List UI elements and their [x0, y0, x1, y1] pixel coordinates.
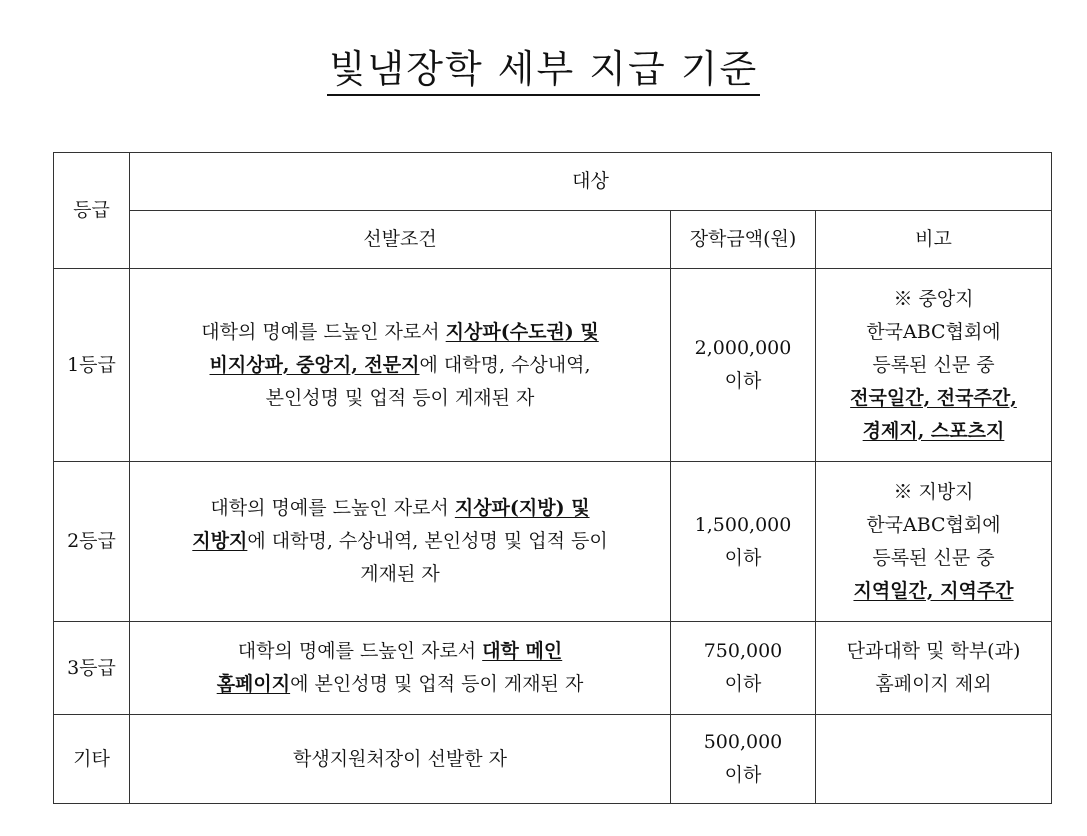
remark-emphasis: 전국일간, 전국주간,: [850, 386, 1017, 409]
condition-emphasis: 지방지: [192, 530, 248, 552]
remark-line: 단과대학 및 학부(과): [846, 640, 1021, 662]
grade-cell: 3등급: [54, 622, 130, 715]
table-row: [54, 622, 1052, 715]
remarks-cell-empty: [816, 715, 1052, 804]
remark-line: 한국ABC협회에: [866, 513, 1001, 536]
grade-header: 등급: [54, 153, 130, 269]
condition-text: 학생지원처장이 선발한 자: [293, 747, 507, 770]
remark-line: ※ 지방지: [893, 480, 974, 503]
condition-text: 에 대학명, 수상내역, 본인성명 및 업적 등이: [247, 530, 608, 552]
amount-value: 500,000: [703, 731, 783, 753]
amount-cell: [671, 269, 816, 462]
remarks-cell: [816, 462, 1052, 622]
remarks-cell: [816, 622, 1052, 715]
amount-suffix: 이하: [724, 673, 762, 695]
amount-header: 장학금액(원): [671, 211, 816, 269]
amount-suffix: 이하: [724, 546, 762, 569]
page-title-text: 빛냄장학 세부 지급 기준: [327, 47, 760, 96]
remark-emphasis: 지역일간, 지역주간: [853, 579, 1014, 602]
condition-emphasis: 홈페이지: [216, 673, 291, 695]
remark-line: ※ 중앙지: [893, 287, 974, 310]
condition-emphasis: 대학 메인: [482, 640, 563, 662]
condition-cell: [130, 622, 671, 715]
amount-cell: [671, 622, 816, 715]
condition-header: 선발조건: [130, 211, 671, 269]
header-row-columns: [54, 211, 1052, 269]
remark-line: 홈페이지 제외: [875, 673, 992, 695]
condition-text: 본인성명 및 업적 등이 게재된 자: [265, 386, 535, 409]
condition-cell: [130, 715, 671, 804]
remark-line: 등록된 신문 중: [872, 353, 995, 376]
table-row: [54, 715, 1052, 804]
scholarship-criteria-table: [53, 152, 1052, 804]
amount-value: 750,000: [703, 640, 783, 662]
amount-cell: [671, 462, 816, 622]
condition-text: 게재된 자: [360, 563, 440, 585]
remark-line: 한국ABC협회에: [866, 320, 1001, 343]
remark-line: 등록된 신문 중: [872, 546, 995, 569]
condition-text: 대학의 명예를 드높인 자로서: [237, 640, 483, 662]
amount-value: 1,500,000: [694, 513, 792, 536]
amount-suffix: 이하: [724, 764, 762, 786]
table-row: [54, 269, 1052, 462]
remarks-header: 비고: [816, 211, 1052, 269]
remarks-cell: [816, 269, 1052, 462]
header-row-target: [54, 153, 1052, 211]
condition-cell: [130, 269, 671, 462]
amount-value: 2,000,000: [694, 337, 792, 359]
grade-cell: 2등급: [54, 462, 130, 622]
condition-text: 에 대학명, 수상내역,: [419, 353, 591, 376]
grade-cell: 기타: [54, 715, 130, 804]
target-header: 대상: [130, 153, 1052, 211]
amount-cell: [671, 715, 816, 804]
remark-emphasis: 경제지, 스포츠지: [862, 419, 1005, 442]
page-title: [0, 38, 1087, 93]
condition-text: 대학의 명예를 드높인 자로서: [210, 497, 455, 519]
condition-emphasis: 지상파(지방) 및: [454, 497, 590, 519]
condition-text: 대학의 명예를 드높인 자로서: [201, 320, 446, 343]
condition-text: 에 본인성명 및 업적 등이 게재된 자: [290, 673, 584, 695]
condition-cell: [130, 462, 671, 622]
amount-suffix: 이하: [724, 370, 762, 392]
grade-cell: 1등급: [54, 269, 130, 462]
table-row: [54, 462, 1052, 622]
condition-emphasis: 지상파(수도권) 및: [445, 320, 599, 343]
condition-emphasis: 비지상파, 중앙지, 전문지: [209, 353, 420, 376]
